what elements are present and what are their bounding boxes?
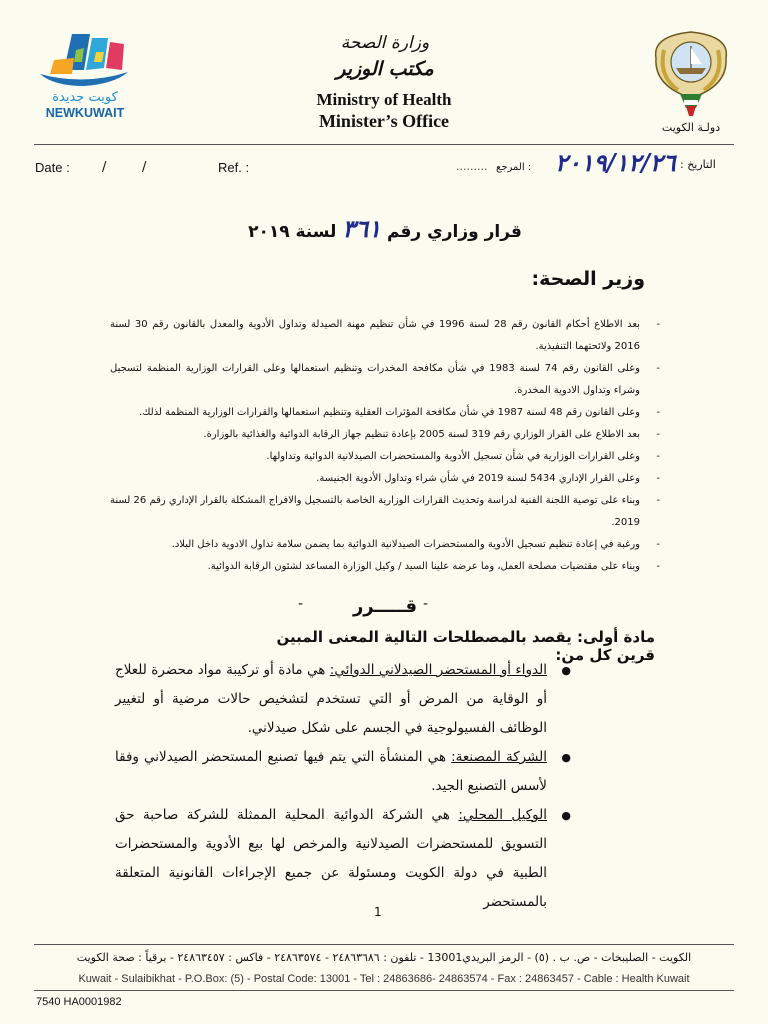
- date-label-english: Date :: [35, 160, 70, 175]
- list-item: - ورغبة في إعادة تنظيم تسجيل الأدوية والمستحضرات الصيدلانية الدوائية بما يضمن سلامة تداول الادوية داخل البلاد.: [110, 534, 640, 556]
- office-name-arabic: مكتب الوزير: [336, 58, 434, 80]
- list-item: - بعد الاطلاع على القرار الوزاري رقم 319 لسنة 2005 بإعادة تنظيم جهاز الرقابة الدوائية والغذائية بالوزارة.: [110, 424, 640, 446]
- document-code: 7540 HA0001982: [36, 996, 122, 1008]
- decision-heading: قـــــرر: [352, 596, 418, 617]
- ministry-name-english: Ministry of Health: [316, 90, 452, 109]
- definition-text: هي المنشأة التي يتم فيها تصنيع المستحضر الصيدلاني وفقا لأسس التصنيع الجيد.: [115, 749, 547, 794]
- article-text: يقصد بالمصطلحات التالية المعنى المبين قرين كل من:: [276, 628, 655, 664]
- office-name-english: Minister’s Office: [318, 111, 450, 131]
- preamble-list: [110, 314, 640, 578]
- list-item: - وعلى القرار الإداري 5434 لسنة 2019 في شأن شراء وتداول الأدوية الجنيسة.: [110, 468, 640, 490]
- definition-term: الشركة المصنعة:: [451, 749, 547, 765]
- definition-text: هي مادة أو تركيبة مواد محضرة للعلاج أو الوقاية من المرض أو التي تستخدم لتشخيص حالات مرضية أو لتغيير الوظائف الفسيولوجية في الجسم على شكل صيدلاني.: [115, 662, 547, 736]
- ref-label-arabic: : المرجع: [496, 162, 532, 173]
- footer-bottom-divider: [34, 990, 734, 991]
- date-slash: /: [142, 160, 147, 175]
- footer-address-arabic: الكويت - الصليبخات - ص. ب . (٥) - الرمز البريدي13001 - تلفون : ٢٤٨٦٣٦٨٦ - ٢٤٨٦٣٥٧٤ - فاكس : ٢٤٨٦٣٤٥٧ - برقياً : صحة الكويت: [76, 951, 692, 964]
- definitions-list: [115, 656, 547, 917]
- definition-item: [115, 656, 547, 743]
- list-item: - وعلى القرارات الوزارية في شأن تسجيل الأدوية والمستحضرات الصيدلانية الدوائية وتداولها.: [110, 446, 640, 468]
- page-number: 1: [374, 905, 382, 919]
- date-label-arabic: التاريخ :: [680, 158, 716, 171]
- definition-term: الوكيل المحلي:: [458, 807, 547, 823]
- state-name-arabic: دولـة الكويت: [661, 121, 721, 134]
- date-slash: /: [102, 160, 107, 175]
- definition-item: [115, 801, 547, 917]
- ministry-name-arabic: وزارة الصحة: [340, 33, 430, 53]
- article-label: مادة أولى:: [577, 628, 655, 646]
- definition-term: الدواء أو المستحضر الصيدلاني الدوائي:: [329, 662, 547, 678]
- definition-text: هي الشركة الدوائية المحلية الممثلة للشركة صاحبة حق التسويق للمستحضرات الصيدلانية والمرخص لها بيع الأدوية والمستحضرات الطبية في دولة الكويت ومسئولة عن جميع الإجراءات القانونية المتعلقة بالمستحضر: [115, 807, 547, 910]
- ref-label-english: Ref. :: [218, 160, 250, 175]
- heading-dash: -: [298, 596, 304, 612]
- title-prefix: قرار وزاري رقم: [386, 222, 522, 242]
- ref-placeholder-dots: .........: [456, 160, 488, 173]
- heading-dash: -: [423, 596, 429, 612]
- list-item: - وعلى القانون رقم 74 لسنة 1983 في شأن مكافحة المخدرات وتنظيم استعمالها وعلى القرارات الوزارية المنظمة لتسجيل وشراء وتداول الادوية المخدرة.: [110, 358, 640, 402]
- list-item: - وبناء على مقتضيات مصلحة العمل، وما عرضه علينا السيد / وكيل الوزارة المساعد لشئون الرقابة الدوائية.: [110, 556, 640, 578]
- list-item: - وعلى القانون رقم 48 لسنة 1987 في شأن مكافحة المؤثرات العقلية وتنظيم استعمالها والقرارات الوزارية المنظمة لذلك.: [110, 402, 640, 424]
- footer-divider: [34, 944, 734, 945]
- definition-item: [115, 743, 547, 801]
- minister-heading: وزير الصحة:: [531, 268, 645, 290]
- handwritten-date: ٢٠١٩/١٢/٢٦: [555, 148, 676, 177]
- decision-number: ٣٦١: [342, 214, 382, 243]
- list-item: - بعد الاطلاع أحكام القانون رقم 28 لسنة 1996 في شأن تنظيم مهنة الصيدلة وتداول الأدوية والمعدل بالقانون رقم 30 لسنة 2016 ولائحتهما التنفيذية.: [110, 314, 640, 358]
- decision-title: [240, 214, 530, 243]
- list-item: - وبناء على توصية اللجنة الفنية لدراسة وتحديث القرارات الوزارية الخاصة بالتسجيل والافراج المشكلة بالقرار الإداري رقم 26 لسنة 2019.: [110, 490, 640, 534]
- kuwait-emblem-icon: [650, 28, 732, 123]
- newkuwait-english: NEWKUWAIT: [45, 106, 125, 120]
- header-divider: [34, 144, 734, 145]
- newkuwait-arabic: كويت جديدة: [52, 90, 118, 105]
- footer-address-english: Kuwait - Sulaibikhat - P.O.Box: (5) - Postal Code: 13001 - Tel : 24863686- 24863574 - Fax : 24863457 - Cable : Health Kuwait: [78, 973, 690, 985]
- title-suffix: لسنة ٢٠١٩: [248, 222, 337, 242]
